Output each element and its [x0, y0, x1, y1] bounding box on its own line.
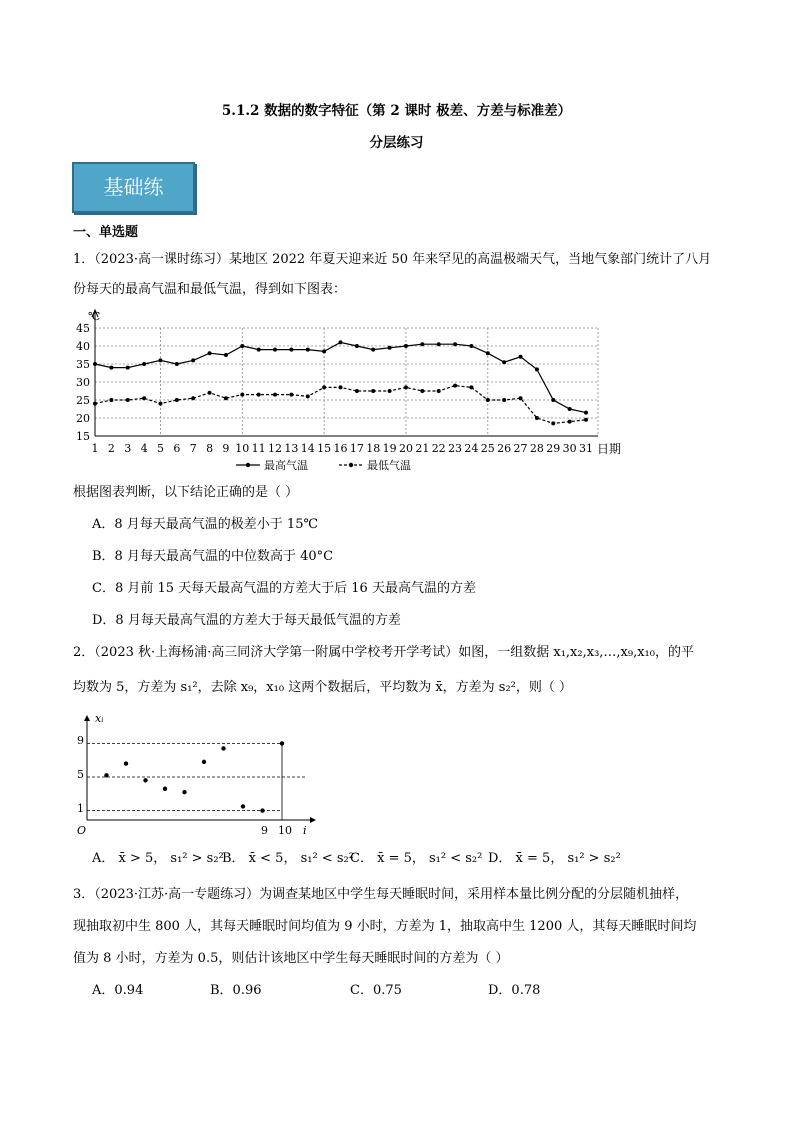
series-point [322, 385, 326, 389]
series-point [404, 385, 408, 389]
series-point [158, 358, 162, 362]
series-point [208, 391, 212, 395]
series-point [519, 355, 523, 359]
x-tick-label: 18 [366, 442, 381, 455]
scatter-ytick-1: 1 [77, 802, 84, 815]
series-point [453, 384, 457, 388]
level-badge: 基础练 [72, 162, 195, 213]
q3-option-d[interactable]: D．0.78 [488, 983, 541, 998]
series-point [142, 396, 146, 400]
q1-question: 根据图表判断，以下结论正确的是（ ） [73, 485, 299, 500]
series-point [273, 393, 277, 397]
scatter-ytick-5: 5 [77, 768, 84, 781]
series-point [469, 344, 473, 348]
x-tick-label: 6 [173, 442, 181, 455]
q1-option-b[interactable]: B．8 月每天最高气温的中位数高于 40°C [92, 549, 334, 564]
x-tick-label: 30 [562, 442, 577, 455]
x-tick-label: 5 [156, 442, 164, 455]
q3-stem-line2: 现抽取初中生 800 人，其每天睡眠时间均值为 9 小时，方差为 1，抽取高中生 1200 人，其每天睡眠时间均 [73, 919, 697, 934]
x-tick-label: 17 [349, 442, 364, 455]
x-tick-label: 12 [268, 442, 283, 455]
series-point [388, 346, 392, 350]
series-point [191, 358, 195, 362]
q2-option-c[interactable]: C． x̄ = 5， s₁² < s₂² [350, 851, 483, 866]
page-subtitle: 分层练习 [369, 135, 424, 151]
series-point [388, 389, 392, 393]
scatter-plot [75, 710, 320, 835]
series-point [175, 398, 179, 402]
y-tick-label: 20 [76, 412, 90, 425]
scatter-point [260, 808, 264, 812]
chart-legend [236, 458, 411, 472]
series-point [289, 393, 293, 397]
series-point [339, 340, 343, 344]
series-point [224, 353, 228, 357]
series-point [322, 349, 326, 353]
y-tick-label: 45 [76, 322, 90, 335]
series-point [486, 351, 490, 355]
scatter-point [104, 773, 108, 777]
series-point [486, 398, 490, 402]
scatter-xtick-9: 9 [261, 824, 268, 835]
q2-stem-line1: 2．（2023 秋·上海杨浦·高三同济大学第一附属中学校考开学考试）如图，一组数据 x₁,x₂,x₃,…,x₉,x₁₀，的平 [73, 645, 694, 660]
series-point [273, 348, 277, 352]
chart-axes [92, 310, 598, 436]
series-point [502, 360, 506, 364]
chart-series [93, 340, 588, 425]
x-tick-label: 24 [464, 442, 479, 455]
series-point [240, 393, 244, 397]
x-tick-label: 20 [398, 442, 413, 455]
series-point [535, 367, 539, 371]
q3-stem-line1: 3．（2023·江苏·高一专题练习）为调查某地区中学生每天睡眠时间，采用样本量比例分配的分层随机抽样， [73, 887, 689, 902]
series-point [126, 366, 130, 370]
series-point [109, 398, 113, 402]
q3-option-b[interactable]: B．0.96 [210, 983, 262, 998]
y-tick-labels [76, 322, 90, 443]
scatter-point [280, 741, 284, 745]
scatter-point [182, 790, 186, 794]
x-tick-label: 19 [382, 442, 397, 455]
reference-lines [87, 743, 305, 820]
q1-stem-line2: 份每天的最高气温和最低气温，得到如下图表： [73, 282, 347, 297]
series-point [584, 418, 588, 422]
series-point [109, 366, 113, 370]
x-tick-labels [92, 442, 594, 455]
series-point [568, 407, 572, 411]
x-tick-label: 13 [284, 442, 299, 455]
x-tick-label: 1 [91, 442, 99, 455]
series-point [93, 402, 97, 406]
scatter-xtick-10: 10 [278, 824, 292, 835]
series-point [437, 342, 441, 346]
x-tick-label: 29 [546, 442, 561, 455]
q3-option-c[interactable]: C．0.75 [350, 983, 402, 998]
series-point [142, 362, 146, 366]
x-tick-label: 8 [206, 442, 214, 455]
series-point [453, 342, 457, 346]
scatter-point [221, 746, 225, 750]
series-point [404, 344, 408, 348]
q3-stem-line3: 值为 8 小时，方差为 0.5，则估计该地区中学生每天睡眠时间的方差为（ ） [73, 951, 509, 966]
series-point [535, 416, 539, 420]
y-tick-label: 15 [76, 430, 90, 443]
scatter-point [124, 761, 128, 765]
x-tick-label: 25 [480, 442, 495, 455]
section-heading: 一、单选题 [73, 225, 139, 240]
temperature-chart [60, 305, 640, 480]
series-point [355, 389, 359, 393]
scatter-x-label: i [303, 824, 307, 835]
series-point [306, 348, 310, 352]
series-point [371, 348, 375, 352]
legend-marker-max [246, 463, 250, 467]
series-point [502, 398, 506, 402]
x-tick-label: 2 [107, 442, 115, 455]
series-point [584, 411, 588, 415]
x-tick-label: 23 [448, 442, 463, 455]
y-tick-label: 25 [76, 394, 90, 407]
x-tick-label: 9 [222, 442, 230, 455]
q2-option-b[interactable]: B． x̄ < 5， s₁² < s₂² [222, 851, 354, 866]
series-point [339, 385, 343, 389]
x-tick-label: 11 [251, 442, 266, 455]
y-axis-label: ℃ [88, 310, 101, 323]
series-point [289, 348, 293, 352]
series-point [371, 389, 375, 393]
series-point [469, 385, 473, 389]
x-tick-label: 3 [124, 442, 132, 455]
series-point [519, 396, 523, 400]
page-title: 5.1.2 数据的数字特征（第 2 课时 极差、方差与标准差） [221, 103, 572, 119]
series-point [257, 348, 261, 352]
q2-stem-line2: 均数为 5，方差为 s₁²，去除 x₉，x₁₀ 这两个数据后，平均数为 x̄，方差为 s₂²，则（ ） [73, 680, 573, 695]
series-point [191, 396, 195, 400]
series-point [551, 398, 555, 402]
x-tick-label: 26 [497, 442, 512, 455]
series-point [355, 344, 359, 348]
legend-marker-min [349, 463, 353, 467]
x-tick-label: 21 [415, 442, 430, 455]
x-tick-label: 10 [235, 442, 250, 455]
x-tick-label: 28 [529, 442, 544, 455]
x-tick-label: 31 [579, 442, 593, 455]
series-point [126, 398, 130, 402]
series-point [568, 420, 572, 424]
series-point [158, 402, 162, 406]
series-point [420, 389, 424, 393]
scatter-point [202, 760, 206, 764]
q3-option-a[interactable]: A．0.94 [92, 983, 144, 998]
legend-label-min: 最低气温 [367, 459, 411, 472]
series-point [240, 344, 244, 348]
series-point [437, 389, 441, 393]
series-point [306, 394, 310, 398]
y-tick-label: 30 [76, 376, 90, 389]
x-axis-label: 日期 [597, 442, 622, 456]
x-tick-label: 15 [317, 442, 332, 455]
x-tick-label: 16 [333, 442, 348, 455]
x-tick-label: 14 [300, 442, 315, 455]
q1-stem-line1: 1．（2023·高一课时练习）某地区 2022 年夏天迎来近 50 年来罕见的高温极端天气，当地气象部门统计了八月 [73, 252, 712, 267]
q1-option-a[interactable]: A．8 月每天最高气温的极差小于 15℃ [92, 517, 319, 532]
q1-option-c[interactable]: C．8 月前 15 天每天最高气温的方差大于后 16 天最高气温的方差 [92, 581, 476, 596]
scatter-point [163, 787, 167, 791]
q2-option-a[interactable]: A． x̄ > 5， s₁² > s₂² [92, 851, 224, 866]
scatter-origin: O [77, 824, 87, 835]
q1-option-d[interactable]: D．8 月每天最高气温的方差大于每天最低气温的方差 [92, 613, 401, 628]
scatter-y-label: xᵢ [95, 712, 104, 725]
scatter-point [241, 804, 245, 808]
x-tick-label: 7 [189, 442, 197, 455]
series-point [224, 396, 228, 400]
series-point [420, 342, 424, 346]
x-tick-label: 22 [431, 442, 446, 455]
x-tick-label: 4 [140, 442, 148, 455]
series-point [208, 351, 212, 355]
legend-label-max: 最高气温 [264, 459, 308, 472]
y-tick-label: 40 [76, 340, 90, 353]
series-point [257, 393, 261, 397]
series-point [551, 421, 555, 425]
x-tick-label: 27 [513, 442, 528, 455]
scatter-point [143, 778, 147, 782]
series-point [93, 362, 97, 366]
series-point [175, 362, 179, 366]
q2-option-d[interactable]: D． x̄ = 5， s₁² > s₂² [488, 851, 621, 866]
y-tick-label: 35 [76, 358, 90, 371]
scatter-ytick-9: 9 [77, 734, 84, 747]
